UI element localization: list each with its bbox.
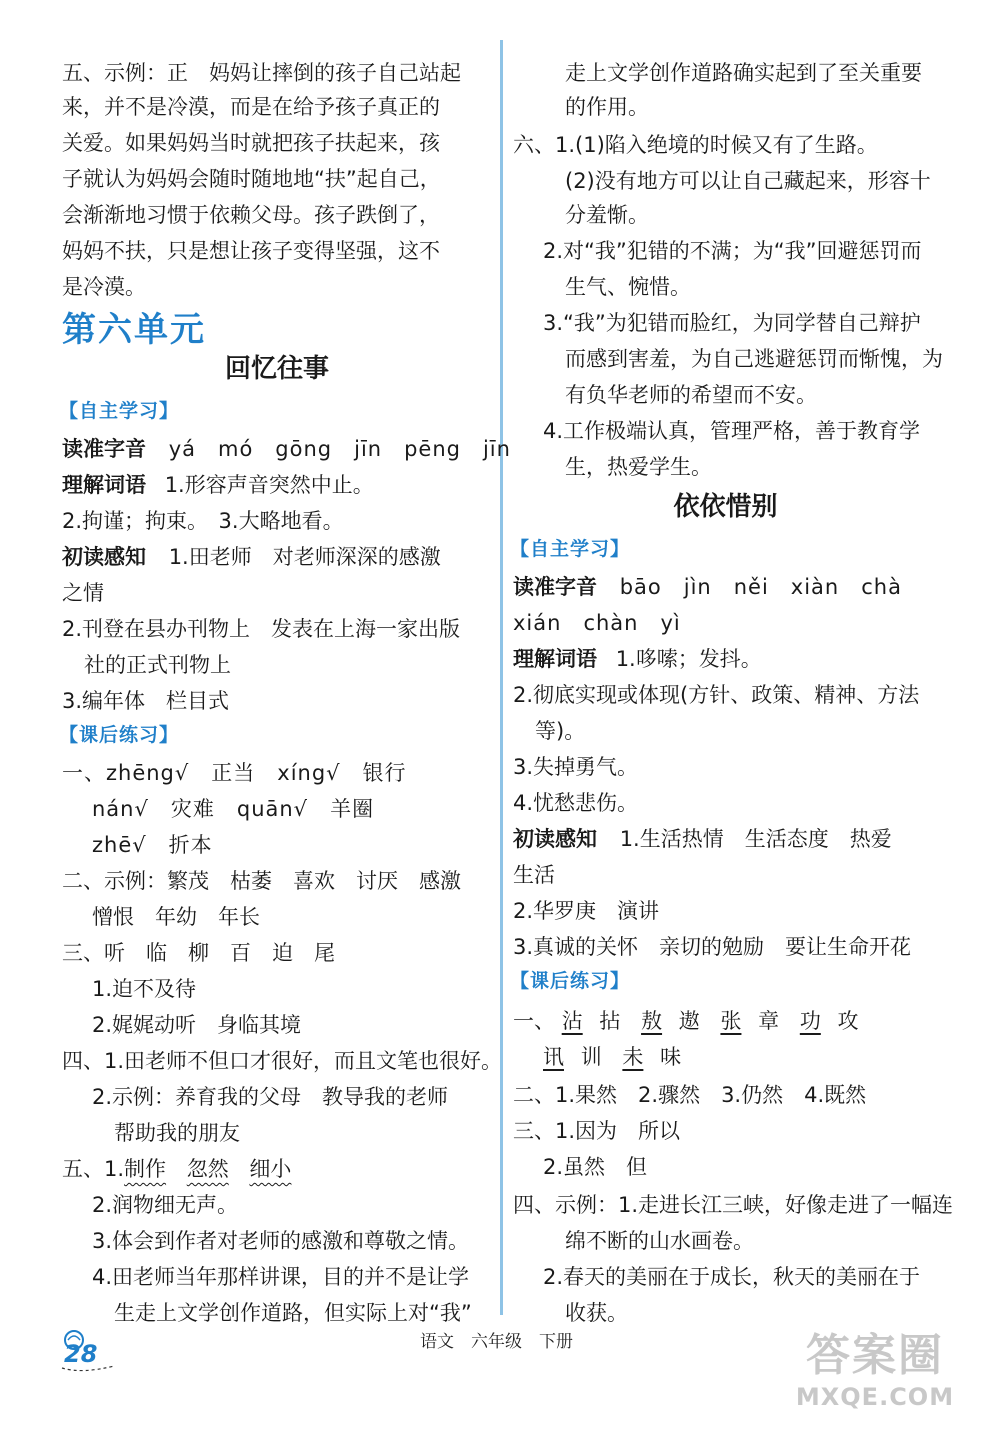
text-line: 2.娓娓动听 身临其境 [92,1013,302,1037]
reading-label: 读准字音 [62,437,146,461]
unit-title: 第六单元 [62,310,206,350]
section-tag: 【自主学习】 [510,538,631,560]
understanding-label: 理解词语 [513,647,597,671]
char-answer: 未 [622,1045,644,1069]
text-line: 而感到害羞，为自己逃避惩罚而惭愧，为 [565,347,943,371]
understanding-row [513,644,762,674]
text-line: 2.刊登在县办刊物上 发表在上海一家出版 [62,617,461,641]
char-answer: 讯 [543,1045,564,1069]
text-line: 四、示例：1.走进长江三峡，好像走进了一幅连 [513,1193,954,1217]
text-line: 分羞惭。 [565,203,649,227]
text-line: 子就认为妈妈会随时随地地“扶”起自己， [62,167,441,191]
text-line: 2.润物细无声。 [92,1193,239,1217]
text-line: 3.编年体 栏目式 [62,689,230,713]
watermark-title: 答案圈 [806,1330,944,1381]
answer-text: 1.哆嗦；发抖。 [615,647,762,671]
pinyin-answers: xián chàn yì [513,611,681,635]
wavy-word: 制作 [124,1157,167,1181]
section-tag: 【课后练习】 [510,970,631,992]
text-line: (2)没有地方可以让自己藏起来，形容十 [565,169,931,193]
wavy-word: 忽然 [186,1157,229,1181]
reading-row [513,572,902,602]
text-line: 来，并不是冷漠，而是在给予孩子真正的 [62,95,440,119]
text-line: 4.忧愁悲伤。 [513,791,639,815]
text-line: 2.示例：养育我的父母 教导我的老师 [92,1085,449,1109]
text-line: 之情 [62,581,104,605]
char: 训 [580,1045,602,1069]
text-line: 3.体会到作者对老师的感激和尊敬之情。 [92,1229,470,1253]
char-answer: 功 [799,1009,821,1033]
reading-label: 读准字音 [513,575,597,599]
text-line: 六、1.(1)陷入绝境的时候又有了生路。 [513,133,878,157]
char: 章 [758,1009,780,1033]
understanding-label: 理解词语 [62,473,146,497]
text-line: 3.“我”为犯错而脸红，为同学替自己辩护 [543,311,921,335]
text-line: 三、1.因为 所以 [513,1119,681,1143]
page-number: 28 [64,1340,98,1368]
text-line: 3.真诚的关怀 亲切的勉励 要让生命开花 [513,935,912,959]
char-answer: 敖 [641,1009,663,1033]
first-reading-row [513,824,892,854]
text-line: 3.失掉勇气。 [513,755,639,779]
text-line: 生活 [513,863,555,887]
text-line: 二、1.果然 2.骤然 3.仍然 4.既然 [513,1083,867,1107]
text-line: 收获。 [565,1301,628,1325]
text-line: 四、1.田老师不但口才很好，而且文笔也很好。 [62,1049,503,1073]
reading-row [62,434,511,464]
item-prefix: 五、1. [62,1157,125,1181]
text-line: 1.迫不及待 [92,977,197,1001]
char-pairs-row [543,1042,681,1072]
text-line: zhē√ 折本 [92,833,213,857]
text-line: 憎恨 年幼 年长 [92,905,260,929]
text-line: 绵不断的山水画卷。 [565,1229,754,1253]
text-line: nán√ 灾难 quān√ 羊圈 [92,797,375,821]
text-line: 2.拘谨；拘束。 3.大略地看。 [62,509,344,533]
item-prefix: 一、 [513,1009,555,1033]
watermark-url: MXQE.COM [795,1383,955,1411]
char: 攻 [837,1009,859,1033]
text-line: 走上文学创作道路确实起到了至关重要 [565,61,922,85]
first-reading-row [62,542,441,572]
watermark-logo [770,1330,980,1425]
text-line: 五、示例：正 妈妈让摔倒的孩子自己站起 [62,61,461,85]
first-reading-label: 初读感知 [513,827,597,851]
text-line: 会渐渐地习惯于依赖父母。孩子跌倒了， [62,203,440,227]
char: 遨 [678,1009,700,1033]
first-reading-label: 初读感知 [62,545,146,569]
text-line: 关爱。如果妈妈当时就把孩子扶起来，孩 [62,131,440,155]
column-divider [500,40,503,1315]
text-line: 帮助我的朋友 [114,1121,240,1145]
char: 拈 [599,1009,621,1033]
answer-text: 1.生活热情 生活态度 热爱 [619,827,892,851]
char: 味 [660,1045,682,1069]
text-line: 的作用。 [565,95,649,119]
char-answer: 张 [720,1009,742,1033]
text-line: 是冷漠。 [62,275,146,299]
understanding-row [62,470,374,500]
answer-text: 1.形容声音突然中止。 [164,473,374,497]
text-line: 2.对“我”犯错的不满；为“我”回避惩罚而 [543,239,922,263]
wavy-word: 细小 [249,1157,292,1181]
pinyin-answers: yá mó gōng jīn pēng jīn [168,437,511,461]
text-line: 4.田老师当年那样讲课，目的并不是让学 [92,1265,470,1289]
wavy-words-row [62,1154,291,1184]
text-line: 4.工作极端认真，管理严格，善于教育学 [543,419,921,443]
text-line: 社的正式刊物上 [84,653,231,677]
lesson-title: 依依惜别 [673,492,778,522]
char-answer: 沾 [561,1009,583,1033]
text-line: 生走上文学创作道路，但实际上对“我” [114,1301,472,1325]
text-line: 2.彻底实现或体现(方针、政策、精神、方法 [513,683,920,707]
answer-text: 1.田老师 对老师深深的感激 [168,545,441,569]
text-line: 有负华老师的希望而不安。 [565,383,817,407]
text-line: 2.春天的美丽在于成长，秋天的美丽在于 [543,1265,921,1289]
lesson-title: 回忆往事 [224,354,329,384]
text-line: 2.虽然 但 [543,1155,648,1179]
pinyin-answers: bāo jìn něi xiàn chà [619,575,902,599]
section-tag: 【课后练习】 [59,724,180,746]
text-line: 等)。 [535,719,586,743]
text-line: 生，热爱学生。 [565,455,712,479]
text-line: 2.华罗庚 演讲 [513,899,660,923]
text-line: 妈妈不扶，只是想让孩子变得坚强，这不 [62,239,440,263]
text-line: 生气、惋惜。 [565,275,691,299]
text-line: 一、zhēng√ 正当 xíng√ 银行 [62,761,407,785]
char-pairs-row [513,1006,859,1036]
section-tag: 【自主学习】 [59,400,180,422]
footer-subject: 语文 六年级 下册 [420,1332,573,1352]
text-line: 三、听 临 柳 百 迫 尾 [62,941,335,965]
text-line: 二、示例：繁茂 枯萎 喜欢 讨厌 感激 [62,869,461,893]
